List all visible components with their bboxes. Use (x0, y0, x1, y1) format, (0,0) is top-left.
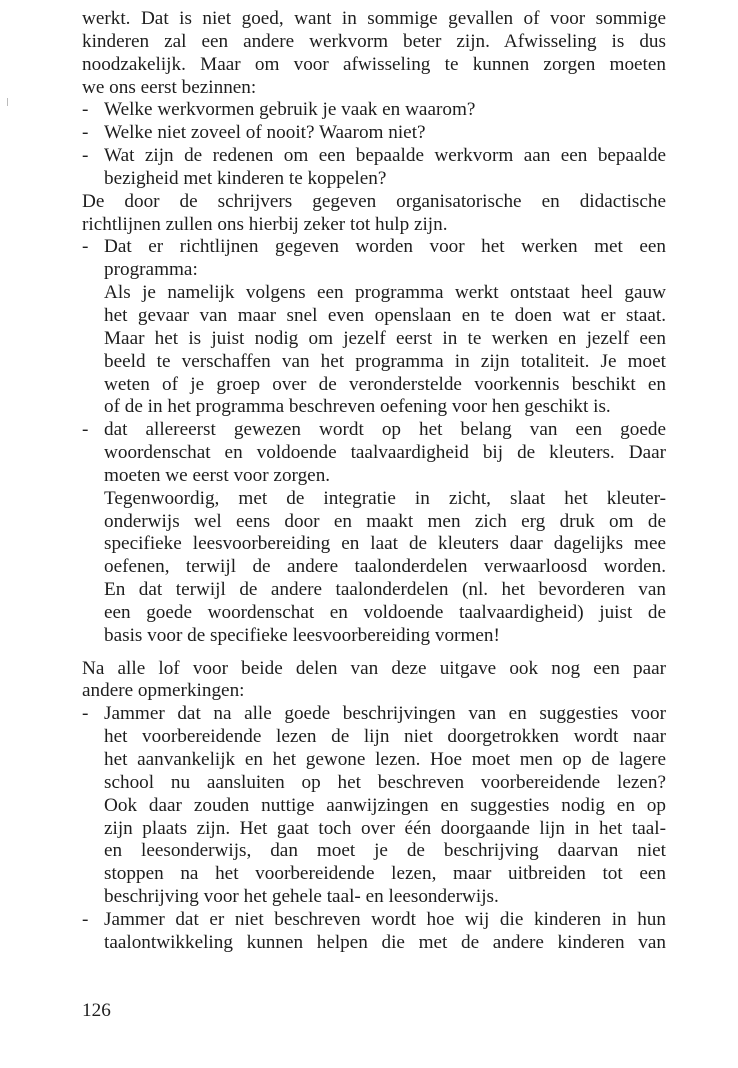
text-line: woordenschat en voldoende taalvaardigheid bij de kleuters. Daar (104, 442, 666, 464)
text-line: Na alle lof voor beide delen van deze uitgave ook nog een paar (82, 657, 666, 679)
text-line: beeld te verschaffen van het programma in zijn totaliteit. Je moet (104, 350, 666, 372)
text-line: zijn plaats zijn. Het gaat toch over één doorgaande lijn in het taal- (104, 817, 666, 839)
text-line: bezigheid met kinderen te koppelen? (104, 167, 387, 189)
text-line: Dat er richtlijnen gegeven worden voor het werken met een (104, 236, 666, 258)
text-line: noodzakelijk. Maar om voor afwisseling te kunnen zorgen moeten (82, 53, 666, 75)
bullet-item (82, 122, 666, 145)
bullet-item (82, 236, 666, 282)
text-line: Welke niet zoveel of nooit? Waarom niet? (104, 122, 426, 144)
text-line: werkt. Dat is niet goed, want in sommige gevallen of voor sommige (82, 8, 666, 29)
text-line: stoppen na het voorbereidende lezen, maar uitbreiden tot een (104, 863, 666, 885)
text-line: Tegenwoordig, met de integratie in zicht, slaat het kleuter- (104, 487, 666, 509)
page-body-text (82, 8, 666, 955)
page-number: 126 (82, 1000, 111, 1021)
text-line: school nu aansluiten op het beschreven voorbereidende lezen? (104, 771, 666, 793)
text-line: moeten we eerst voor zorgen. (104, 464, 331, 486)
text-section (82, 8, 666, 648)
text-line: Maar het is juist nodig om jezelf eerst in te werken en jezelf een (104, 327, 666, 349)
bullet-dash: - (82, 703, 89, 725)
bullet-dash: - (82, 99, 89, 121)
text-line: het aanvankelijk en het gewone lezen. Hoe moet men op de lagere (104, 749, 666, 770)
text-line: En dat terwijl de andere taalonderdelen (nl. het bevorderen van (104, 579, 666, 601)
bullet-item (82, 145, 666, 191)
text-line: Jammer dat er niet beschreven wordt hoe wij die kinderen in hun (104, 908, 666, 930)
paragraph (82, 8, 666, 99)
text-line: basis voor de specifieke leesvoorbereiding vormen! (104, 624, 500, 646)
paragraph (82, 282, 666, 419)
text-line: richtlijnen zullen ons hierbij zeker tot hulp zijn. (82, 213, 448, 235)
bullet-dash: - (82, 122, 89, 144)
text-line: of de in het programma beschreven oefening voor hen geschikt is. (104, 396, 611, 418)
text-line: kinderen zal een andere werkvorm beter zijn. Afwisseling is dus (82, 30, 666, 52)
text-line: Wat zijn de redenen om een bepaalde werkvorm aan een bepaalde (104, 145, 666, 167)
text-line: Als je namelijk volgens een programma werkt ontstaat heel gauw (104, 282, 666, 304)
text-line: De door de schrijvers gegeven organisatorische en didactische (82, 190, 666, 212)
text-line: onderwijs wel eens door en maakt men zich erg druk om de (104, 510, 666, 532)
bullet-dash: - (82, 908, 89, 930)
bullet-dash: - (82, 236, 89, 258)
bullet-item (82, 99, 666, 122)
paragraph (82, 658, 666, 704)
bullet-item (82, 909, 666, 955)
text-line: we ons eerst bezinnen: (82, 76, 257, 98)
text-line: andere opmerkingen: (82, 680, 245, 702)
text-line: dat allereerst gewezen wordt op het belang van een goede (104, 419, 666, 441)
paragraph (82, 488, 666, 648)
text-line: en leesonderwijs, dan moet je de beschrijving daarvan niet (104, 840, 666, 862)
text-line: het gevaar van maar snel even openslaan en te doen wat er staat. (104, 304, 666, 326)
text-line: het voorbereidende lezen de lijn niet doorgetrokken wordt naar (104, 726, 666, 748)
text-line: taalontwikkeling kunnen helpen die met de andere kinderen van (104, 931, 666, 953)
text-line: Ook daar zouden nuttige aanwijzingen en suggesties nodig en op (104, 794, 666, 816)
text-section (82, 658, 666, 955)
bullet-item (82, 419, 666, 488)
text-line: beschrijving voor het gehele taal- en leesonderwijs. (104, 886, 499, 908)
text-line: specifieke leesvoorbereiding en laat de kleuters daar dagelijks mee (104, 533, 666, 555)
paragraph (82, 191, 666, 237)
text-line: Welke werkvormen gebruik je vaak en waarom? (104, 99, 476, 121)
text-line: een goede woordenschat en voldoende taalvaardigheid) juist de (104, 601, 666, 623)
scan-margin-mark (7, 98, 8, 106)
bullet-dash: - (82, 145, 89, 167)
text-line: programma: (104, 259, 198, 281)
text-line: Jammer dat na alle goede beschrijvingen van en suggesties voor (104, 703, 666, 725)
bullet-dash: - (82, 419, 89, 441)
text-line: oefenen, terwijl de andere taalonderdelen verwaarloosd worden. (104, 556, 666, 578)
bullet-item (82, 703, 666, 909)
text-line: weten of je groep over de veronderstelde voorkennis beschikt en (104, 373, 666, 395)
